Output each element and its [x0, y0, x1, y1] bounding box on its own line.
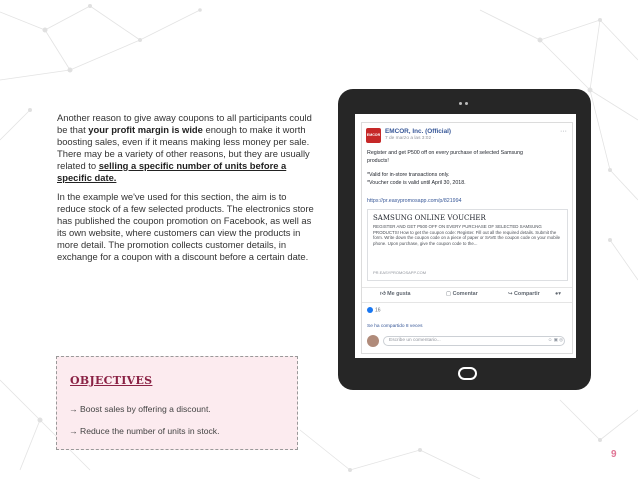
comment-input[interactable]: Escribe un comentario...	[383, 336, 565, 346]
paragraph-2: In the example we've used for this section, the aim is to reduce stock of a few selected products. The electronics store has published the coupon promotion on Facebook, as well as its own website, where customers can view the products in more detail. The promotion collects customer details, in exchange for a coupon with a discount before a certain date.	[57, 191, 314, 262]
like-reaction-icon	[367, 307, 373, 313]
page-number: 9	[611, 449, 617, 460]
more-options-icon[interactable]: ···	[560, 128, 567, 135]
comment-label: Comentar	[452, 291, 478, 297]
objectives-title: OBJECTIVES	[70, 374, 153, 387]
tablet-camera-dot	[465, 102, 468, 105]
tablet-camera-dot	[459, 102, 462, 105]
post-actions-bar	[362, 287, 572, 303]
share-label: Compartir	[514, 291, 540, 297]
avatar	[367, 335, 379, 347]
thumbs-up-icon: 👍︎	[380, 291, 388, 297]
comment-composer	[367, 335, 567, 349]
emcor-logo: EMCOR	[366, 128, 381, 143]
p1-part-a: Another reason to give away coupons to all participants could be that	[57, 112, 312, 135]
p1-part-c: enough to make it worth boosting sales, even if it means making less money per sale. There may be a variety of other reasons, but they are usually related to	[57, 123, 310, 171]
reaction-count[interactable]	[367, 307, 381, 313]
tablet-screen	[355, 114, 576, 358]
post-text-line: *Valid for in-store transactions only.	[367, 172, 450, 178]
comment-icon: ▢	[446, 291, 453, 297]
post-link[interactable]: https://pr.easypromosapp.com/p/821994	[367, 198, 462, 204]
paragraph-1	[57, 112, 315, 183]
post-text-line: Register and get P500 off on every purchase of selected Samsung	[367, 150, 523, 156]
share-button[interactable]	[508, 291, 540, 297]
like-button[interactable]	[380, 291, 411, 297]
voucher-url: PR.EASYPROMOSAPP.COM	[373, 270, 427, 275]
facebook-post	[361, 122, 573, 354]
like-label: Me gusta	[387, 291, 411, 297]
fb-post-date: 7 de marzo a las 3:02 ·	[385, 136, 435, 141]
fb-page-name[interactable]: EMCOR, Inc. (Official)	[385, 128, 452, 135]
voucher-link-preview[interactable]	[367, 209, 568, 281]
share-count[interactable]: Se ha compartido 8 veces	[367, 324, 423, 329]
comment-button[interactable]	[446, 291, 478, 297]
like-count-value: 16	[375, 307, 381, 314]
objective-item: → Boost sales by offering a discount.	[69, 404, 211, 414]
voucher-title: SAMSUNG ONLINE VOUCHER	[373, 214, 486, 222]
emoji-camera-icons[interactable]: ☺ ▣ ◎	[547, 337, 563, 342]
body-text	[57, 112, 315, 271]
p1-bold-profit-margin: your profit margin is wide	[88, 123, 203, 135]
voucher-description: REGISTER AND GET P500 OFF ON EVERY PURCHASE OF SELECTED SAMSUNG PRODUCTS! How to get the coupon code: Register. Fill out all the required details. Submit the form. Write down the coupon code on a piece of paper or SAVE the coupon code on your mobile phone. Upon purchase, give the coupon code to the...	[373, 224, 561, 246]
share-icon: ↪	[508, 291, 515, 297]
profile-selector-icon[interactable]: ●▾	[555, 291, 561, 297]
post-text-line: *Voucher code is valid until April 30, 2018.	[367, 180, 466, 186]
objective-item: → Reduce the number of units in stock.	[69, 426, 220, 436]
post-text-line: products!	[367, 158, 389, 164]
tablet-home-button[interactable]	[458, 367, 477, 380]
p1-bold-specific-units: selling a specific number of units before a specific date.	[57, 159, 287, 183]
objectives-box	[56, 356, 298, 450]
